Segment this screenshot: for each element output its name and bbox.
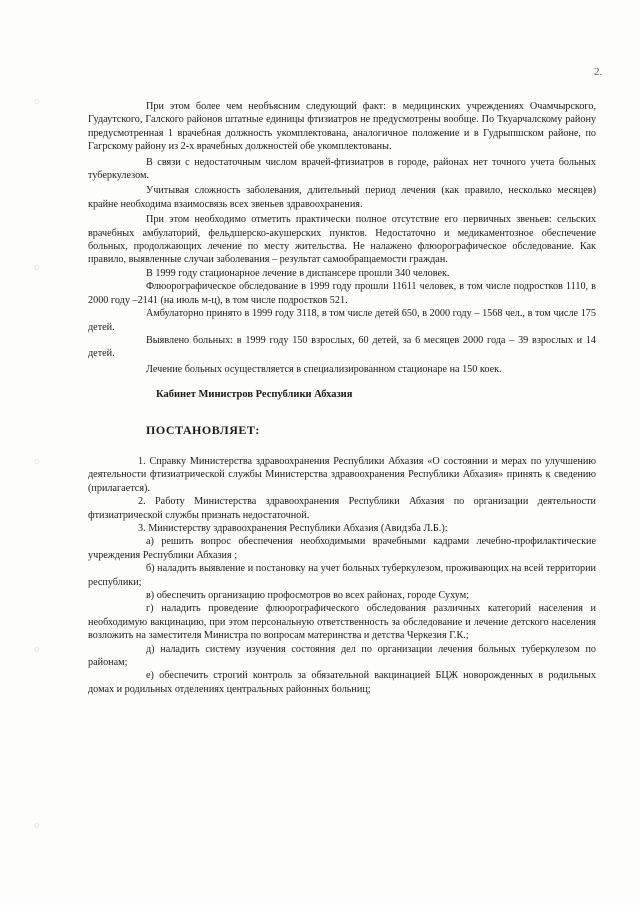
- decree-item: 3. Министерству здравоохранения Республики Абхазия (Авидзба Л.Б.):: [138, 522, 448, 534]
- sub-item: а) решить вопрос обеспечения необходимыми врачебными кадрами лечебно-профилактические учреждения Республики Абхазия ;: [88, 536, 596, 561]
- body-paragraph: Амбулаторно принято в 1999 году 3118, в том числе детей 650, в 2000 году – 1568 чел., в том числе 175 детей.: [88, 308, 596, 333]
- page-number: 2.: [594, 66, 603, 78]
- sub-item: г) наладить проведение флюорографического обследования различных категорий населения и необходимую вакцинацию, при этом персональную ответственность за обследование и лечение детского населения возложить на заместителя Министра по вопросам материнства и детства Черкезия Г.К.;: [88, 603, 596, 642]
- punch-hole-mark: ◌: [31, 819, 42, 831]
- punch-hole-mark: ◌: [31, 261, 42, 273]
- sub-item: в) обеспечить организацию профосмотров во всех районах, городе Сухум;: [146, 590, 470, 601]
- body-paragraph: При этом более чем необъясним следующий факт: в медицинских учреждениях Очамчырского, Гудаутского, Галского районов штатные единицы фтизиатров не предусмотрены вообще. По Ткуарчалскому району предусмотренная 1 врачебная должность укомплектована, аналогичное положение и в Гудрыпшском районе, по Гагрскому району из 2-х врачебных должностей обе укомплектованы.: [88, 101, 596, 153]
- punch-hole-mark: ◌: [31, 95, 42, 107]
- sub-item: д) наладить систему изучения состояния дел по организации лечения больных туберкулезом по районам;: [88, 643, 596, 669]
- decree-item: 2. Работу Министерства здравоохранения Республики Абхазия по организации деятельности фтизиатрической службы признать недостаточной.: [88, 496, 596, 521]
- body-paragraph: Лечение больных осуществляется в специализированном стационаре на 150 коек.: [146, 363, 502, 375]
- org-heading: Кабинет Министров Республики Абхазия: [156, 389, 353, 401]
- decree-item: 1. Справку Министерства здравоохранения Республики Абхазия «О состоянии и мерах по улучшению деятельности фтизиатрической службы Министерства здравоохранения Республики Абхазия» принять к сведению (прилагается).: [88, 455, 596, 494]
- body-paragraph: Выявлено больных: в 1999 году 150 взрослых, 60 детей, за 6 месяцев 2000 года – 39 взрослых и 14 детей.: [88, 334, 596, 360]
- sub-item: е) обеспечить строгий контроль за обязательной вакцинацией БЦЖ новорожденных в родильных домах и родильных отделениях центральных районных больниц;: [88, 670, 596, 695]
- sub-item: б) наладить выявление и постановку на учет больных туберкулезом, проживающих на всей территории республики;: [88, 563, 596, 588]
- body-paragraph: Учитывая сложность заболевания, длительный период лечения (как правило, несколько месяцев) крайне необходима взаимосвязь всех звеньев здравоохранения.: [88, 185, 596, 210]
- document-body: [88, 100, 596, 696]
- body-paragraph: Флюорографическое обследование в 1999 году прошли 11611 человек, в том числе подростков 1110, в 2000 году –2141 (на июль м-ц), в том числе подростков 521.: [88, 281, 596, 306]
- decree-heading: ПОСТАНОВЛЯЕТ:: [146, 422, 260, 437]
- body-paragraph: В связи с недостаточным числом врачей-фтизиатров в городе, районах нет точного учета больных туберкулезом.: [88, 156, 596, 182]
- punch-hole-mark: ◌: [31, 455, 42, 467]
- punch-hole-mark: ◌: [31, 643, 42, 655]
- body-paragraph: В 1999 году стационарное лечение в диспансере прошли 340 человек.: [146, 267, 450, 279]
- body-paragraph: При этом необходимо отметить практически полное отсутствие его первичных звеньев: сельских врачебных амбулаторий, фельдшерско-акушерских пунктов. Недостаточно и медикаментозное обеспечение больных, продолжающих лечение по месту жительства. Не налажено флюорографическое обследование. Как правило, выявленные случаи заболевания – результат самообращаемости граждан.: [88, 214, 596, 266]
